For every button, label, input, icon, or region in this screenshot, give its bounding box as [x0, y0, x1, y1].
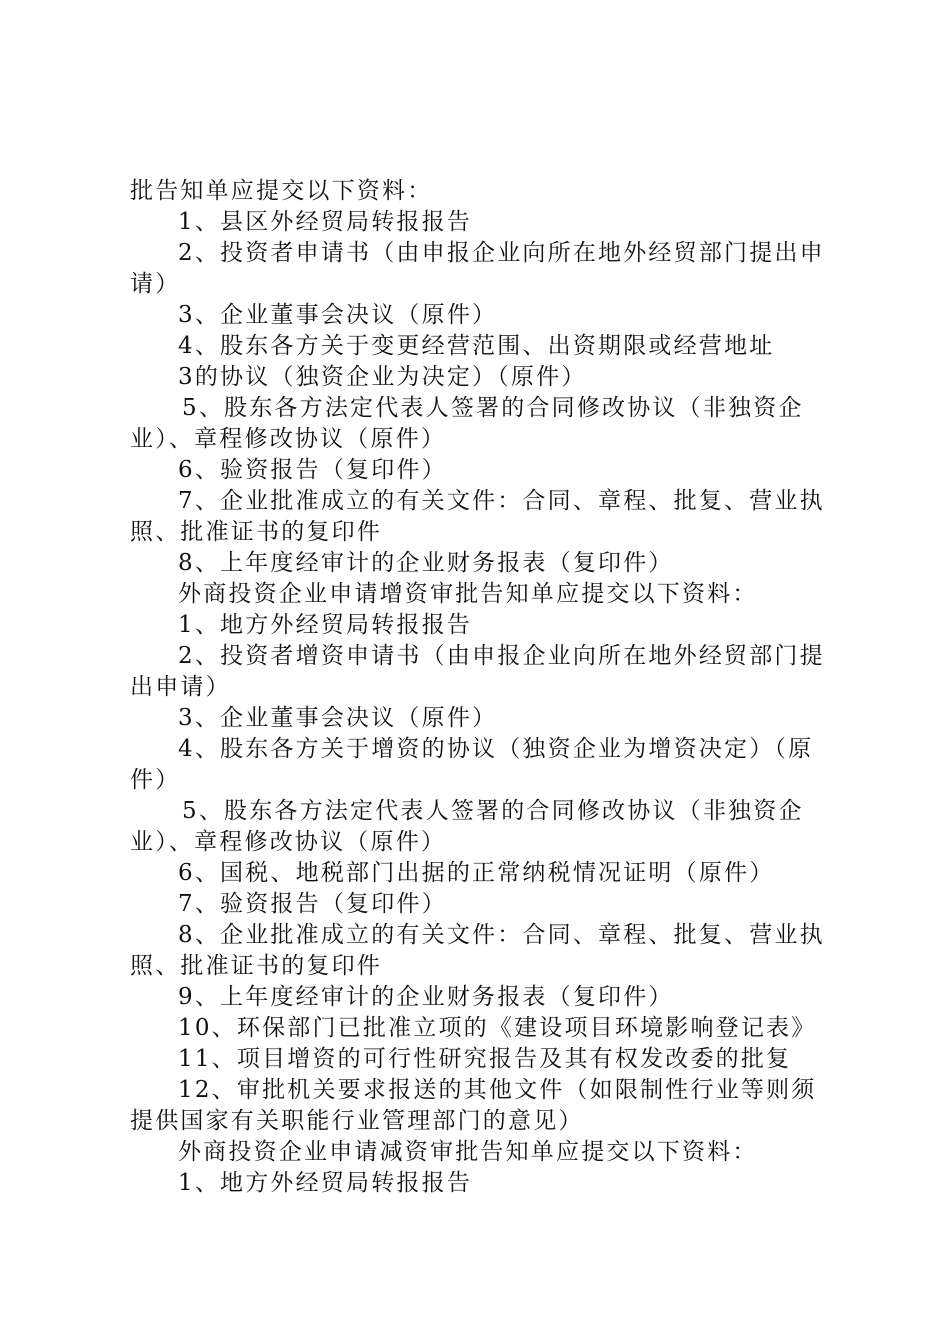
text-line: 11、项目增资的可行性研究报告及其有权发改委的批复: [178, 1046, 792, 1072]
text-line: 3、企业董事会决议（原件）: [178, 705, 498, 731]
document-body: [130, 176, 835, 1199]
text-line: 2、投资者申请书（由申报企业向所在地外经贸部门提出申: [178, 240, 825, 266]
text-line: 件）: [130, 767, 181, 793]
text-line: 9、上年度经审计的企业财务报表（复印件）: [178, 984, 674, 1010]
text-line: 6、验资报告（复印件）: [178, 457, 447, 483]
text-line: 照、批准证书的复印件: [130, 519, 382, 545]
text-line: 5、股东各方法定代表人签署的合同修改协议（非独资企: [182, 798, 804, 824]
text-line: 3、企业董事会决议（原件）: [178, 302, 498, 328]
text-line: 8、企业批准成立的有关文件：合同、章程、批复、营业执: [178, 922, 825, 948]
text-line: 12、审批机关要求报送的其他文件（如限制性行业等则须: [178, 1077, 817, 1103]
text-line: 5、股东各方法定代表人签署的合同修改协议（非独资企: [182, 395, 804, 421]
text-line: 业）、章程修改协议（原件）: [130, 829, 447, 855]
text-line: 1、地方外经贸局转报报告: [178, 1170, 473, 1196]
text-line: 请）: [130, 271, 181, 297]
text-line: 批告知单应提交以下资料：: [130, 178, 433, 204]
text-line: 1、县区外经贸局转报报告: [178, 209, 473, 235]
text-line: 7、验资报告（复印件）: [178, 891, 447, 917]
text-line: 业）、章程修改协议（原件）: [130, 426, 447, 452]
text-line: 8、上年度经审计的企业财务报表（复印件）: [178, 550, 674, 576]
text-line: 出申请）: [130, 674, 231, 700]
text-line: 外商投资企业申请增资审批告知单应提交以下资料：: [178, 581, 758, 607]
text-line: 6、国税、地税部门出据的正常纳税情况证明（原件）: [178, 860, 775, 886]
text-line: 3的协议（独资企业为决定）（原件）: [178, 364, 587, 390]
text-line: 提供国家有关职能行业管理部门的意见）: [130, 1108, 584, 1134]
text-line: 4、股东各方关于增资的协议（独资企业为增资决定）（原: [178, 736, 814, 762]
text-line: 2、投资者增资申请书（由申报企业向所在地外经贸部门提: [178, 643, 825, 669]
text-line: 照、批准证书的复印件: [130, 953, 382, 979]
text-line: 1、地方外经贸局转报报告: [178, 612, 473, 638]
text-line: 10、环保部门已批准立项的《建设项目环境影响登记表》: [178, 1015, 817, 1041]
text-line: 外商投资企业申请减资审批告知单应提交以下资料：: [178, 1139, 758, 1165]
text-line: 4、股东各方关于变更经营范围、出资期限或经营地址: [178, 333, 775, 359]
text-line: 7、企业批准成立的有关文件：合同、章程、批复、营业执: [178, 488, 825, 514]
